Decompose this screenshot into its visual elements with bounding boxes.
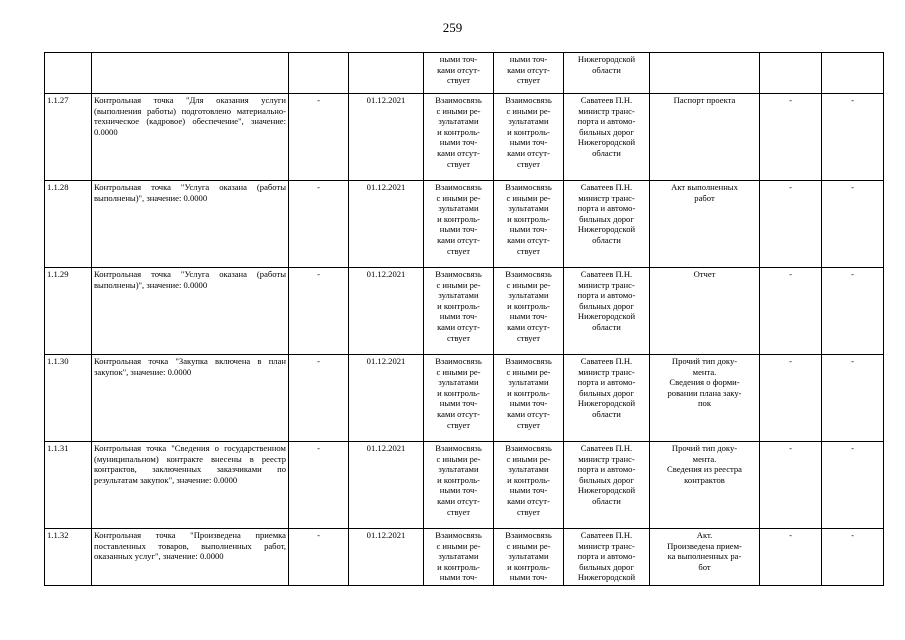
- cell-text: -: [317, 530, 320, 540]
- cell-text: 01.12.2021: [366, 95, 406, 105]
- cell-text: Саватеев П.Н. министр транс- порта и автомо- бильных дорог Нижегородской области: [577, 95, 636, 158]
- cell-name: [92, 94, 289, 181]
- cell-link-prev: [424, 442, 494, 529]
- cell-date: [349, 181, 424, 268]
- cell-text: -: [851, 269, 854, 279]
- cell-status-a: [760, 442, 822, 529]
- cell-text: Акт. Произведена прием- ка выполненных ра- бот: [667, 530, 742, 572]
- cell-name: [92, 355, 289, 442]
- cell-text: 1.1.31: [47, 443, 69, 453]
- cell-text: -: [317, 95, 320, 105]
- cell-name: [92, 442, 289, 529]
- cell-status-a: [760, 181, 822, 268]
- cell-text: -: [317, 269, 320, 279]
- cell-base-value: [289, 529, 349, 586]
- table-row-continuation: [45, 53, 884, 94]
- cell-text: 1.1.28: [47, 182, 69, 192]
- table-row: [45, 94, 884, 181]
- cell-text: Саватеев П.Н. министр транс- порта и автомо- бильных дорог Нижегородской области: [577, 182, 636, 245]
- cell-status-a: [760, 268, 822, 355]
- cell-text: Контрольная точка "Закупка включена в план закупок", значение: 0.0000: [94, 356, 286, 377]
- cell-number: [45, 442, 92, 529]
- cell-text: -: [851, 443, 854, 453]
- table-row: [45, 268, 884, 355]
- cell-text: 01.12.2021: [366, 530, 406, 540]
- cell-responsible: [564, 355, 650, 442]
- cell-date: [349, 529, 424, 586]
- cell-text: Взаимосвязь с иными ре- зультатами и контроль- ными точ- ками отсут- ствует: [435, 356, 482, 430]
- cell-text: 1.1.32: [47, 530, 69, 540]
- cell-text: Акт выполненных работ: [671, 182, 738, 203]
- cell-text: -: [317, 182, 320, 192]
- cell-name: [92, 181, 289, 268]
- cell-number: [45, 355, 92, 442]
- cell-empty: [92, 53, 289, 94]
- cell-status-b: [822, 94, 884, 181]
- cell-text: 01.12.2021: [366, 443, 406, 453]
- cell-responsible: [564, 268, 650, 355]
- cell-number: [45, 181, 92, 268]
- cell-base-value: [289, 355, 349, 442]
- cell-number: [45, 94, 92, 181]
- cell-link-prev: [424, 355, 494, 442]
- cell-link-next: [494, 529, 564, 586]
- cell-text: Контрольная точка "Для оказания услуги (выполнения работы) подготовлено материально-техническое (кадровое) обеспечение", значение: 0.0000: [94, 95, 286, 137]
- cell-status-b: [822, 181, 884, 268]
- page-number: 259: [442, 20, 463, 35]
- cell-text: -: [851, 530, 854, 540]
- cell-document: [650, 181, 760, 268]
- control-points-table: [44, 52, 884, 586]
- cell-name: [92, 529, 289, 586]
- cell-text: -: [851, 182, 854, 192]
- cell-date: [349, 94, 424, 181]
- cell-text: Саватеев П.Н. министр транс- порта и автомо- бильных дорог Нижегородской области: [577, 269, 636, 332]
- cell-text: -: [789, 182, 792, 192]
- cell-text: 01.12.2021: [366, 182, 406, 192]
- cell-text: Нижегородской области: [577, 54, 636, 75]
- cell-status-a: [760, 529, 822, 586]
- cell-text: 1.1.30: [47, 356, 69, 366]
- cell-text: Контрольная точка "Услуга оказана (работы выполнены)", значение: 0.0000: [94, 182, 286, 203]
- cell-text: -: [789, 443, 792, 453]
- cell-text: Взаимосвязь с иными ре- зультатами и контроль- ными точ- ками отсут- ствует: [435, 269, 482, 343]
- cell-text: 1.1.29: [47, 269, 69, 279]
- cell-text: Взаимосвязь с иными ре- зультатами и контроль- ными точ- ками отсут- ствует: [505, 95, 552, 169]
- cell-base-value: [289, 181, 349, 268]
- cell-link-prev: [424, 53, 494, 94]
- cell-document: [650, 268, 760, 355]
- cell-text: -: [789, 95, 792, 105]
- cell-responsible: [564, 529, 650, 586]
- cell-text: Прочий тип доку- мента. Сведения о форми- ровании плана заку- пок: [667, 356, 742, 409]
- cell-status-b: [822, 268, 884, 355]
- cell-responsible: [564, 442, 650, 529]
- cell-status-a: [760, 94, 822, 181]
- cell-empty: [650, 53, 760, 94]
- cell-text: 1.1.27: [47, 95, 69, 105]
- cell-base-value: [289, 442, 349, 529]
- cell-date: [349, 268, 424, 355]
- cell-number: [45, 268, 92, 355]
- cell-document: [650, 529, 760, 586]
- cell-text: 01.12.2021: [366, 356, 406, 366]
- cell-text: Взаимосвязь с иными ре- зультатами и контроль- ными точ- ками отсут- ствует: [505, 443, 552, 517]
- cell-document: [650, 94, 760, 181]
- cell-text: -: [317, 443, 320, 453]
- cell-link-next: [494, 181, 564, 268]
- table-row: [45, 355, 884, 442]
- cell-text: ными точ- ками отсут- ствует: [507, 54, 550, 86]
- cell-text: -: [851, 95, 854, 105]
- cell-status-b: [822, 442, 884, 529]
- cell-text: 01.12.2021: [366, 269, 406, 279]
- cell-text: ными точ- ками отсут- ствует: [437, 54, 480, 86]
- cell-name: [92, 268, 289, 355]
- cell-link-next: [494, 53, 564, 94]
- cell-text: -: [789, 269, 792, 279]
- cell-date: [349, 355, 424, 442]
- cell-link-next: [494, 268, 564, 355]
- cell-text: -: [789, 530, 792, 540]
- cell-text: -: [851, 356, 854, 366]
- cell-text: Саватеев П.Н. министр транс- порта и автомо- бильных дорог Нижегородской: [577, 530, 636, 583]
- cell-base-value: [289, 268, 349, 355]
- cell-text: Взаимосвязь с иными ре- зультатами и контроль- ными точ- ками отсут- ствует: [505, 356, 552, 430]
- table-row: [45, 181, 884, 268]
- cell-empty: [289, 53, 349, 94]
- cell-text: Паспорт проекта: [673, 95, 736, 105]
- cell-link-prev: [424, 94, 494, 181]
- cell-empty: [45, 53, 92, 94]
- cell-link-next: [494, 442, 564, 529]
- cell-number: [45, 529, 92, 586]
- cell-text: Взаимосвязь с иными ре- зультатами и контроль- ными точ- ками отсут- ствует: [505, 269, 552, 343]
- cell-empty: [760, 53, 822, 94]
- cell-empty: [822, 53, 884, 94]
- cell-text: Взаимосвязь с иными ре- зультатами и контроль- ными точ- ками отсут- ствует: [435, 182, 482, 256]
- cell-status-b: [822, 355, 884, 442]
- cell-link-prev: [424, 181, 494, 268]
- cell-status-a: [760, 355, 822, 442]
- cell-text: Взаимосвязь с иными ре- зультатами и контроль- ными точ- ками отсут- ствует: [435, 443, 482, 517]
- cell-responsible: [564, 181, 650, 268]
- table-row: [45, 529, 884, 586]
- cell-document: [650, 355, 760, 442]
- cell-responsible: [564, 94, 650, 181]
- cell-link-next: [494, 94, 564, 181]
- cell-base-value: [289, 94, 349, 181]
- cell-text: -: [317, 356, 320, 366]
- cell-text: Взаимосвязь с иными ре- зультатами и контроль- ными точ-: [435, 530, 482, 583]
- cell-text: Контрольная точка "Произведена приемка поставленных товаров, выполненных работ, оказанных услуг", значение: 0.0000: [94, 530, 286, 562]
- cell-status-b: [822, 529, 884, 586]
- cell-text: Саватеев П.Н. министр транс- порта и автомо- бильных дорог Нижегородской области: [577, 443, 636, 506]
- cell-link-prev: [424, 529, 494, 586]
- table-row: [45, 442, 884, 529]
- cell-text: Отчет: [693, 269, 716, 279]
- cell-text: Контрольная точка "Услуга оказана (работы выполнены)", значение: 0.0000: [94, 269, 286, 290]
- cell-text: Прочий тип доку- мента. Сведения из реестра контрактов: [667, 443, 742, 485]
- cell-responsible: [564, 53, 650, 94]
- cell-date: [349, 442, 424, 529]
- cell-link-next: [494, 355, 564, 442]
- cell-link-prev: [424, 268, 494, 355]
- cell-text: Взаимосвязь с иными ре- зультатами и контроль- ными точ- ками отсут- ствует: [505, 182, 552, 256]
- cell-document: [650, 442, 760, 529]
- cell-text: Контрольная точка "Сведения о государственном (муниципальном) контракте внесены в реестр контрактов, заключенных заказчиками по результатам закупок", значение: 0.0000: [94, 443, 286, 485]
- cell-text: Взаимосвязь с иными ре- зультатами и контроль- ными точ- ками отсут- ствует: [435, 95, 482, 169]
- cell-text: Взаимосвязь с иными ре- зультатами и контроль- ными точ-: [505, 530, 552, 583]
- cell-empty: [349, 53, 424, 94]
- cell-text: -: [789, 356, 792, 366]
- cell-text: Саватеев П.Н. министр транс- порта и автомо- бильных дорог Нижегородской области: [577, 356, 636, 419]
